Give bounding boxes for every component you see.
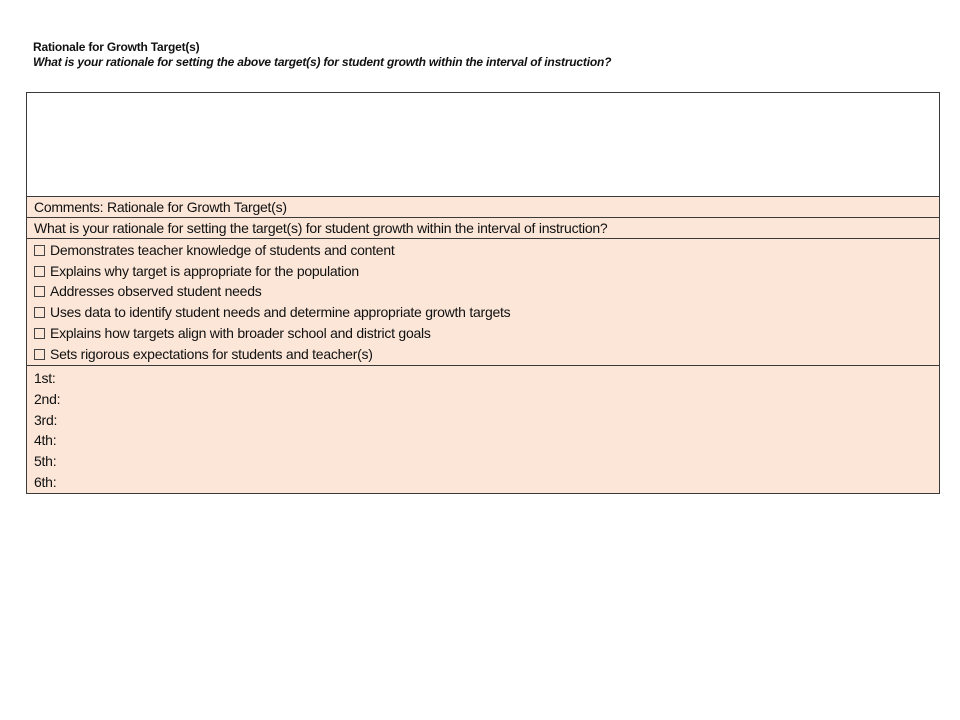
grade-label-4th: 4th:	[34, 432, 57, 449]
comments-question: What is your rationale for setting the target(s) for student growth within the interval of instruction?	[27, 218, 940, 239]
checkbox-icon[interactable]	[34, 266, 45, 277]
grade-label-2nd: 2nd:	[34, 390, 61, 407]
grade-label-6th: 6th:	[34, 473, 57, 490]
grade-label-5th: 5th:	[34, 453, 57, 470]
grade-label-3rd: 3rd:	[34, 411, 58, 428]
section-heading	[33, 40, 913, 70]
criteria-checklist	[27, 239, 940, 366]
checklist-item[interactable]	[34, 302, 939, 323]
checklist-item-label: Explains how targets align with broader school and district goals	[50, 324, 431, 341]
checklist-row	[27, 239, 940, 366]
checklist-item[interactable]	[34, 281, 939, 302]
rationale-answer-field[interactable]	[27, 93, 940, 197]
comments-header: Comments: Rationale for Growth Target(s)	[27, 197, 940, 218]
checklist-item[interactable]	[34, 240, 939, 261]
grade-label-1st: 1st:	[34, 370, 56, 387]
section-question: What is your rationale for setting the above target(s) for student growth within the interval of instruction?	[33, 55, 612, 69]
checklist-item[interactable]	[34, 323, 939, 344]
checkbox-icon[interactable]	[34, 307, 45, 318]
checklist-item[interactable]	[34, 344, 939, 365]
checkbox-icon[interactable]	[34, 328, 45, 339]
checklist-item-label: Explains why target is appropriate for the population	[50, 262, 359, 279]
checklist-item-label: Demonstrates teacher knowledge of students and content	[50, 242, 395, 258]
rationale-table	[26, 92, 940, 494]
checkbox-icon[interactable]	[34, 349, 45, 360]
checklist-item-label: Sets rigorous expectations for students and teacher(s)	[50, 345, 373, 362]
grade-levels-list	[27, 366, 940, 494]
comments-header-row	[27, 197, 940, 218]
checklist-item-label: Addresses observed student needs	[50, 283, 262, 300]
checklist-item[interactable]	[34, 261, 939, 282]
checklist-item-label: Uses data to identify student needs and determine appropriate growth targets	[50, 304, 511, 321]
grades-row	[27, 366, 940, 494]
checkbox-icon[interactable]	[34, 245, 45, 256]
checkbox-icon[interactable]	[34, 286, 45, 297]
answer-row	[27, 93, 940, 197]
section-title: Rationale for Growth Target(s)	[33, 40, 200, 54]
comments-question-row	[27, 218, 940, 239]
